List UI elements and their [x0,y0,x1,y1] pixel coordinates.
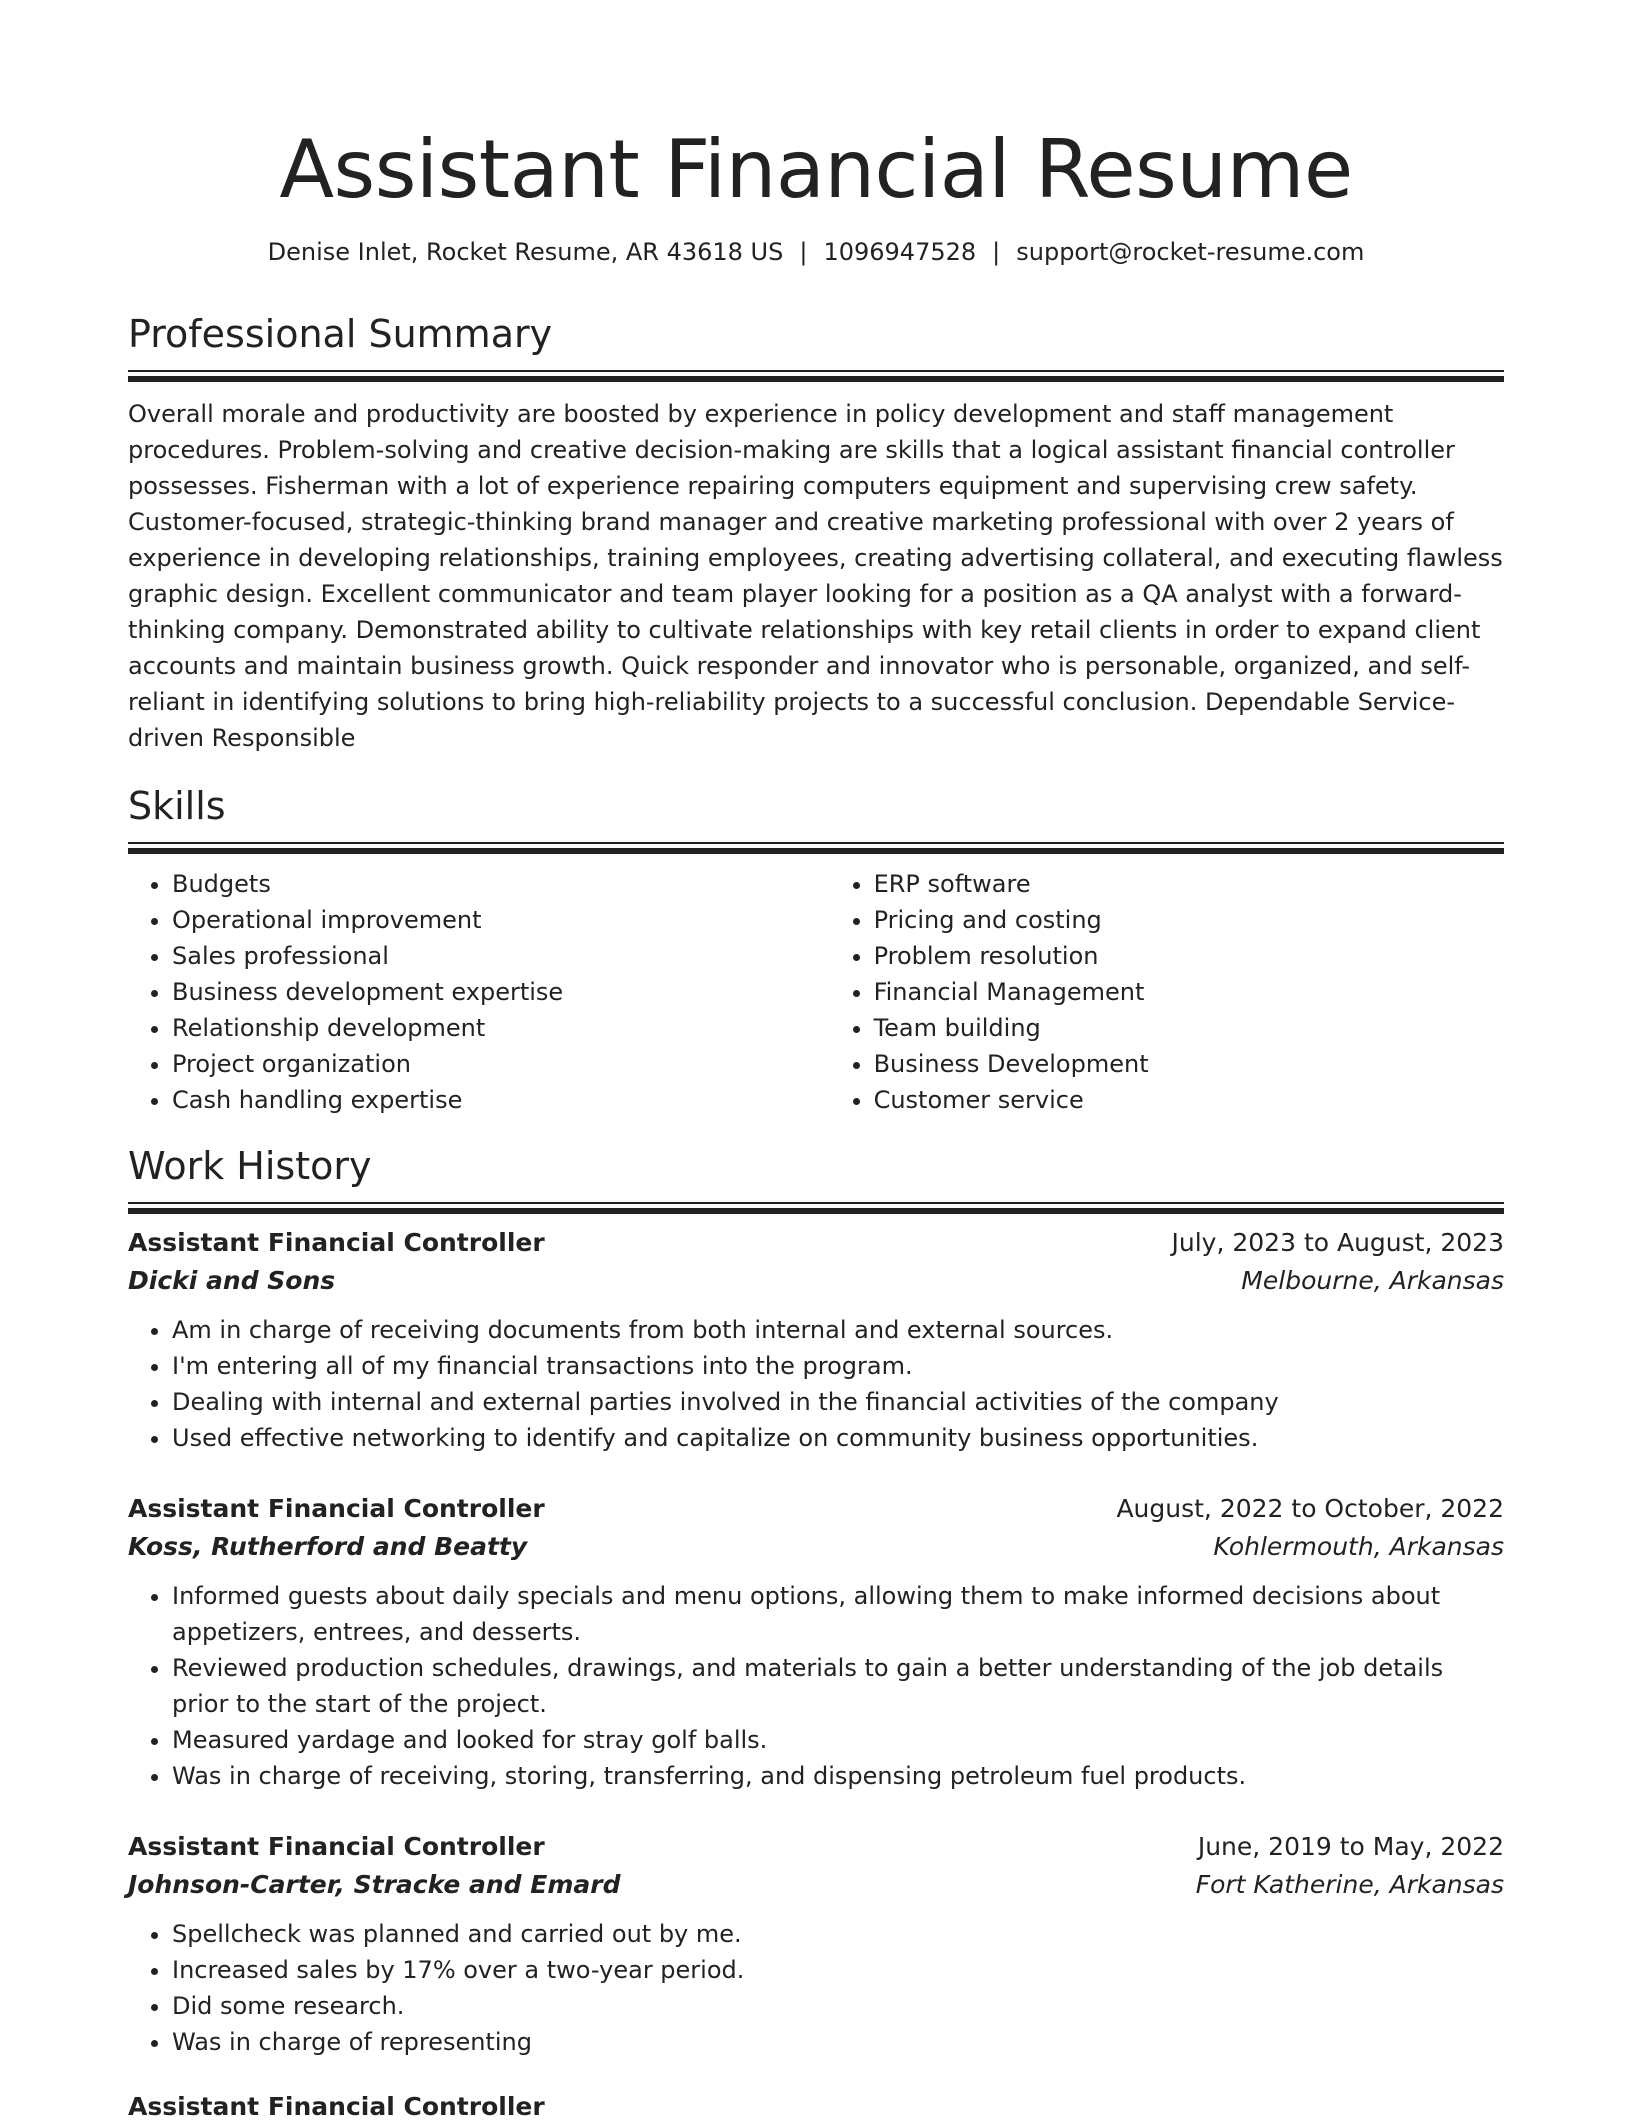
section-heading-summary: Professional Summary [128,312,553,356]
skill-item: • Cash handling expertise [172,1082,830,1118]
job-company-row [128,1866,1504,1904]
skill-item: • ERP software [874,866,1504,902]
job-duty: • Informed guests about daily specials and menu options, allowing them to make informed decisions about appetizers, entrees, and desserts. [172,1578,1504,1650]
skill-item: • Business development expertise [172,974,830,1010]
job-entry [128,1828,1504,2060]
professional-summary-section [128,310,1504,756]
skills-list-right [830,866,1504,1118]
job-header-row [128,1490,1504,1528]
skill-item: • Business Development [874,1046,1504,1082]
skill-item: • Team building [874,1010,1504,1046]
job-company: Dicki and Sons [128,1266,336,1295]
job-company-row [128,1262,1504,1300]
summary-text: Overall morale and productivity are boosted by experience in policy development and staff management procedures. Problem-solving and creative decision-making are skills that a logical assistant financial controller possesses. Fisherman with a lot of experience repairing computers equipment and supervising crew safety. Customer-focused, strategic-thinking brand manager and creative marketing professional with over 2 years of experience in developing relationships, training employees, creating advertising collateral, and executing flawless graphic design. Excellent communicator and team player looking for a position as a QA analyst with a forward-thinking company. Demonstrated ability to cultivate relationships with key retail clients in order to expand client accounts and maintain business growth. Quick responder and innovator who is personable, organized, and self-reliant in identifying solutions to bring high-reliability projects to a successful conclusion. Dependable Service-driven Responsible [128,400,1503,752]
job-location: Kohlermouth, Arkansas [1213,1532,1504,1561]
section-heading-skills: Skills [128,784,226,828]
job-dates: August, 2022 to October, 2022 [1116,1494,1504,1523]
job-title: Assistant Financial Controller [128,1228,545,1257]
work-history-section [128,1142,1504,2060]
job-dates: June, 2019 to May, 2022 [1197,1832,1504,1861]
contact-phone: 1096947528 [823,238,977,266]
job-title: Assistant Financial Controller [128,2092,545,2121]
job-entry [128,1490,1504,1794]
skill-item: • Customer service [874,1082,1504,1118]
contact-line [128,236,1504,268]
job-duty: • Am in charge of receiving documents from both internal and external sources. [172,1312,1504,1348]
contact-separator: | [799,238,808,266]
job-duties-list [128,1312,1504,1456]
next-job-cutoff-row [128,2088,1504,2126]
job-duty: • Reviewed production schedules, drawings, and materials to gain a better understanding of the job details prior to the start of the project. [172,1650,1504,1722]
skill-item: • Problem resolution [874,938,1504,974]
job-title: Assistant Financial Controller [128,1494,545,1523]
skill-item: • Budgets [172,866,830,902]
job-header-row [128,1224,1504,1262]
job-entry [128,1224,1504,1456]
skill-item: • Financial Management [874,974,1504,1010]
contact-separator: | [992,238,1001,266]
job-duty: • Used effective networking to identify and capitalize on community business opportunities. [172,1420,1504,1456]
section-divider [128,1202,1504,1208]
skills-list-left [128,866,830,1118]
job-header-row [128,1828,1504,1866]
job-duty: • Did some research. [172,1988,1504,2024]
contact-email: support@rocket-resume.com [1016,238,1365,266]
job-company: Johnson-Carter, Stracke and Emard [128,1870,621,1899]
skills-section [128,782,1504,1118]
job-duty: • Was in charge of receiving, storing, transferring, and dispensing petroleum fuel products. [172,1758,1504,1794]
job-dates: July, 2023 to August, 2023 [1171,1228,1504,1257]
job-duty: • Increased sales by 17% over a two-year period. [172,1952,1504,1988]
section-divider [128,842,1504,848]
job-duty: • Spellcheck was planned and carried out by me. [172,1916,1504,1952]
skill-item: • Operational improvement [172,902,830,938]
job-company-row [128,1528,1504,1566]
skill-item: • Relationship development [172,1010,830,1046]
skill-item: • Pricing and costing [874,902,1504,938]
job-company: Koss, Rutherford and Beatty [128,1532,528,1561]
job-title: Assistant Financial Controller [128,1832,545,1861]
job-duties-list [128,1578,1504,1794]
resume-title: Assistant Financial Resume [279,123,1353,216]
contact-address: Denise Inlet, Rocket Resume, AR 43618 US [267,238,784,266]
job-location: Melbourne, Arkansas [1241,1266,1504,1295]
skill-item: • Project organization [172,1046,830,1082]
job-duty: • Measured yardage and looked for stray golf balls. [172,1722,1504,1758]
job-duties-list [128,1916,1504,2060]
resume-page [128,0,1504,2121]
job-duty: • Was in charge of representing [172,2024,1504,2060]
skills-columns [128,866,1504,1118]
skill-item: • Sales professional [172,938,830,974]
job-duty: • I'm entering all of my financial transactions into the program. [172,1348,1504,1384]
section-heading-work-history: Work History [128,1144,372,1188]
section-divider [128,370,1504,376]
job-duty: • Dealing with internal and external parties involved in the financial activities of the company [172,1384,1504,1420]
job-location: Fort Katherine, Arkansas [1195,1870,1504,1899]
